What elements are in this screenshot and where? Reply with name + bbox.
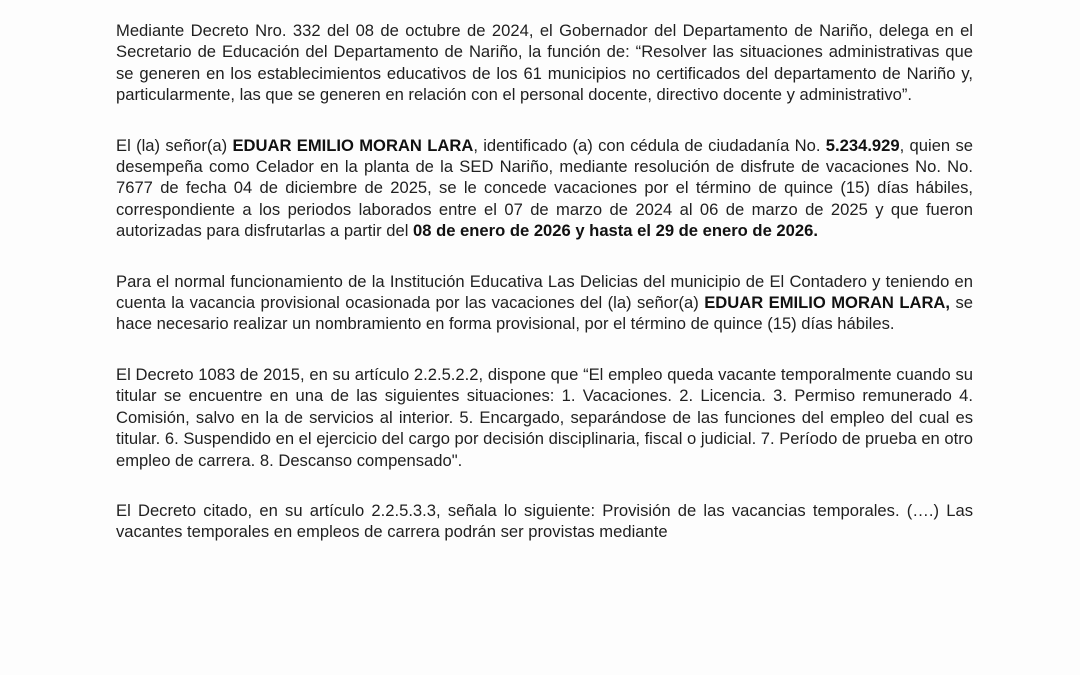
paragraph-text: El (la) señor(a) bbox=[116, 135, 233, 155]
paragraph-text: se hace necesario realizar un nombramiento en forma provisional, por el término de quince (15) días hábiles. bbox=[116, 293, 973, 334]
paragraph-provisional-appointment bbox=[116, 271, 973, 335]
paragraph-text: El Decreto 1083 de 2015, en su artículo 2.2.5.2.2, dispone que “El empleo queda vacante temporalmente cuando su titular se encuentre en una de las siguientes situaciones: 1. Vacaciones. 2. Licencia. 3. Permiso remunerado 4. Comisión, salvo en la de servicios al interior. 5. Encargado, separándose de las funciones del empleo del cual es titular. 6. Suspendido en el ejercicio del cargo por decisión disciplinaria, fiscal o judicial. 7. Período de prueba en otro empleo de carrera. 8. Descanso compensado". bbox=[116, 364, 973, 470]
id-number: 5.234.929 bbox=[825, 135, 900, 155]
vacation-dates: 08 de enero de 2026 y hasta el 29 de enero de 2026. bbox=[413, 221, 818, 241]
paragraph-text: , identificado (a) con cédula de ciudadanía No. bbox=[473, 135, 826, 155]
paragraph-text: Para el normal funcionamiento de la Institución Educativa Las Delicias del municipio de El Contadero y teniendo en cuenta la vacancia provisional ocasionada por las vacaciones del (la) señor(a) bbox=[116, 271, 973, 313]
paragraph-vacation-grant bbox=[116, 135, 973, 242]
employee-name: EDUAR EMILIO MORAN LARA bbox=[232, 135, 474, 155]
paragraph-text: El Decreto citado, en su artículo 2.2.5.3.3, señala lo siguiente: Provisión de las vacancias temporales. (….) Las vacantes temporales en empleos de carrera podrán ser provistas mediante bbox=[116, 500, 973, 542]
document-body bbox=[116, 20, 973, 572]
employee-name: EDUAR EMILIO MORAN LARA, bbox=[704, 293, 951, 313]
paragraph-text: , quien se desempeña como Celador en la planta de la SED Nariño, mediante resolución de disfrute de vacaciones No. No. 7677 de fecha 04 de diciembre de 2025, se le concede vacaciones por el término de quince (15) días hábiles, correspondiente a los periodos laborados entre el 07 de marzo de 2024 al 06 de marzo de 2025 y que fueron autorizadas para disfrutarlas a partir del bbox=[116, 135, 973, 241]
paragraph-delegation bbox=[116, 20, 973, 106]
paragraph-decree-1083 bbox=[116, 364, 973, 471]
paragraph-text: Mediante Decreto Nro. 332 del 08 de octubre de 2024, el Gobernador del Departamento de Nariño, delega en el Secretario de Educación del Departamento de Nariño, la función de: “Resolver las situaciones administrativas que se generen en los establecimientos educativos de los 61 municipios no certificados del departamento de Nariño y, particularmente, las que se generen en relación con el personal docente, directivo docente y administrativo”. bbox=[116, 21, 973, 105]
paragraph-decree-article bbox=[116, 500, 973, 543]
